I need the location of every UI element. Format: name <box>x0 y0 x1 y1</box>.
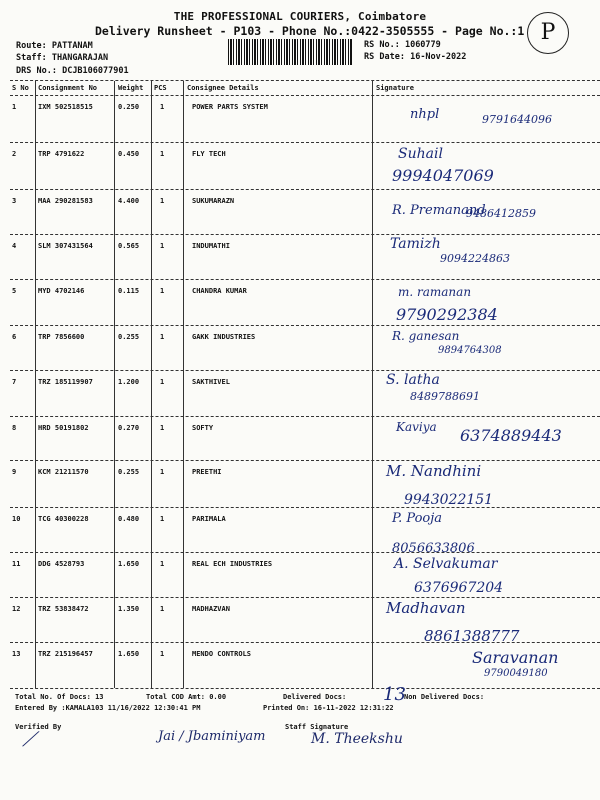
non-delivered-docs: Non Delivered Docs: <box>404 693 485 701</box>
row-consignee: CHANDRA KUMAR <box>192 287 247 295</box>
row-consignee: SUKUMARAZN <box>192 197 235 205</box>
row-pcs: 1 <box>160 287 165 295</box>
row-consignment-no: TRZ 185119907 <box>38 378 93 386</box>
row-weight: 1.650 <box>118 650 140 658</box>
col-consignee: Consignee Details <box>187 84 259 92</box>
runsheet-subtitle: Delivery Runsheet - P103 - Phone No.:0422-3505555 - Page No.:1 <box>95 24 525 38</box>
row-separator <box>10 597 600 598</box>
staff-value: THANGARAJAN <box>51 53 109 63</box>
row-consignment-no: TRP 4791622 <box>38 150 85 158</box>
row-sno: 8 <box>12 424 17 432</box>
row-pcs: 1 <box>160 650 165 658</box>
staff-line <box>16 53 108 63</box>
row-pcs: 1 <box>160 197 165 205</box>
row-separator <box>10 142 600 143</box>
rs-date-label: RS Date: <box>364 52 405 62</box>
drs-label: DRS No.: <box>16 66 57 76</box>
col-weight: Weight <box>118 84 144 92</box>
row-pcs: 1 <box>160 424 165 432</box>
row-signature-phone: 9094224863 <box>440 252 510 265</box>
route-line <box>16 41 93 51</box>
row-sno: 9 <box>12 468 17 476</box>
row-separator <box>10 552 600 553</box>
page-mark-circle: P <box>527 12 569 54</box>
verifier-signature: Jai / Jbaminiyam <box>158 729 266 744</box>
row-signature-phone: 9486412859 <box>466 207 536 220</box>
row-separator <box>10 416 600 417</box>
row-signature-phone: 9894764308 <box>438 345 502 356</box>
row-weight: 0.450 <box>118 150 140 158</box>
row-consignment-no: DDG 4528793 <box>38 560 85 568</box>
row-separator <box>10 507 600 508</box>
row-signature-name: m. ramanan <box>398 285 472 299</box>
row-weight: 0.115 <box>118 287 140 295</box>
entered-by: Entered By :KAMALA103 11/16/2022 12:30:41 PM <box>15 704 201 712</box>
row-consignment-no: TCG 40300228 <box>38 515 89 523</box>
row-consignment-no: TRZ 53838472 <box>38 605 89 613</box>
row-consignment-no: KCM 21211570 <box>38 468 89 476</box>
row-weight: 0.270 <box>118 424 140 432</box>
row-consignment-no: MYD 4702146 <box>38 287 85 295</box>
row-consignment-no: MAA 290281583 <box>38 197 93 205</box>
row-signature-phone: 8861388777 <box>424 627 520 645</box>
row-pcs: 1 <box>160 605 165 613</box>
staff-signature-label: Staff Signature <box>285 723 349 731</box>
row-signature-name: nhpl <box>410 107 440 122</box>
row-sno: 13 <box>12 650 21 658</box>
row-consignment-no: HRD 50191802 <box>38 424 89 432</box>
rs-date-value: 16-Nov-2022 <box>410 52 467 62</box>
row-consignee: SAKTHIVEL <box>192 378 230 386</box>
route-value: PATTANAM <box>51 41 93 51</box>
drs-line <box>16 66 129 76</box>
col-consignment: Consignment No <box>38 84 98 92</box>
row-signature-phone: 9791644096 <box>482 113 552 126</box>
row-separator <box>10 234 600 235</box>
row-weight: 0.255 <box>118 333 140 341</box>
row-signature-name: S. latha <box>386 372 440 388</box>
route-label: Route: <box>16 41 47 51</box>
row-separator <box>10 460 600 461</box>
row-pcs: 1 <box>160 242 165 250</box>
row-consignee: PARIMALA <box>192 515 226 523</box>
row-weight: 0.565 <box>118 242 140 250</box>
company-title: THE PROFESSIONAL COURIERS, Coimbatore <box>173 10 427 23</box>
verifier-checkmark: ⟋ <box>22 727 36 751</box>
row-sno: 6 <box>12 333 17 341</box>
row-signature-phone: 8489788691 <box>410 390 480 403</box>
row-signature-name: Suhail <box>398 146 443 162</box>
row-weight: 1.200 <box>118 378 140 386</box>
row-sno: 3 <box>12 197 17 205</box>
row-signature-name: Saravanan <box>472 648 559 667</box>
row-signature-name: Madhavan <box>386 599 466 617</box>
row-consignee: GAKK INDUSTRIES <box>192 333 256 341</box>
row-consignee: MENDO CONTROLS <box>192 650 252 658</box>
rs-no-label: RS No.: <box>364 40 400 50</box>
rs-no-value: 1060779 <box>404 40 441 50</box>
row-consignee: MADHAZVAN <box>192 605 230 613</box>
row-consignee: INDUMATHI <box>192 242 230 250</box>
col-signature: Signature <box>376 84 414 92</box>
row-signature-name: M. Nandhini <box>386 462 482 480</box>
rs-date-line <box>364 52 466 62</box>
row-signature-phone: 6374889443 <box>460 426 562 445</box>
row-consignee: REAL ECH INDUSTRIES <box>192 560 273 568</box>
row-weight: 1.350 <box>118 605 140 613</box>
row-signature-name: A. Selvakumar <box>394 556 498 572</box>
row-pcs: 1 <box>160 150 165 158</box>
row-separator <box>10 642 600 643</box>
row-signature-name: Kaviya <box>396 420 437 434</box>
row-weight: 4.400 <box>118 197 140 205</box>
printed-on: Printed On: 16-11-2022 12:31:22 <box>263 704 394 712</box>
row-sno: 12 <box>12 605 21 613</box>
verified-by: Verified By <box>15 723 62 731</box>
row-consignee: SOFTY <box>192 424 214 432</box>
row-weight: 1.650 <box>118 560 140 568</box>
row-pcs: 1 <box>160 333 165 341</box>
staff-signature: M. Theekshu <box>311 731 403 747</box>
row-weight: 0.250 <box>118 103 140 111</box>
row-signature-name: R. ganesan <box>392 329 460 343</box>
row-separator <box>10 189 600 190</box>
delivered-docs: Delivered Docs: <box>283 693 347 701</box>
row-weight: 0.255 <box>118 468 140 476</box>
row-signature-name: R. Premanand <box>392 203 486 218</box>
row-weight: 0.480 <box>118 515 140 523</box>
rs-no-line <box>364 40 441 50</box>
row-consignment-no: SLM 307431564 <box>38 242 93 250</box>
drs-value: DCJB106077901 <box>62 66 129 76</box>
row-signature-phone: 9994047069 <box>392 166 494 185</box>
row-consignment-no: TRZ 215196457 <box>38 650 93 658</box>
row-sno: 10 <box>12 515 21 523</box>
row-consignment-no: IXM 502518515 <box>38 103 93 111</box>
row-pcs: 1 <box>160 468 165 476</box>
staff-label: Staff: <box>16 53 47 63</box>
row-pcs: 1 <box>160 103 165 111</box>
total-docs: Total No. Of Docs: 13 <box>15 693 104 701</box>
row-consignment-no: TRP 7856600 <box>38 333 85 341</box>
row-sno: 1 <box>12 103 17 111</box>
row-sno: 2 <box>12 150 17 158</box>
row-signature-phone: 6376967204 <box>414 580 504 596</box>
row-signature-name: P. Pooja <box>392 511 443 526</box>
row-signature-name: Tamizh <box>390 236 441 252</box>
table-top-rule <box>10 80 600 81</box>
row-sno: 5 <box>12 287 17 295</box>
barcode <box>228 39 352 65</box>
row-separator <box>10 279 600 280</box>
row-pcs: 1 <box>160 515 165 523</box>
row-separator <box>10 370 600 371</box>
row-consignee: POWER PARTS SYSTEM <box>192 103 268 111</box>
row-pcs: 1 <box>160 378 165 386</box>
row-consignee: FLY TECH <box>192 150 226 158</box>
row-signature-phone: 9790049180 <box>484 668 548 679</box>
row-signature-phone: 8056633806 <box>392 541 475 556</box>
delivered-count-handwritten: 13 <box>383 684 406 705</box>
row-consignee: PREETHI <box>192 468 222 476</box>
row-signature-phone: 9790292384 <box>396 305 498 324</box>
row-sno: 4 <box>12 242 17 250</box>
total-cod: Total COD Amt: 0.00 <box>146 693 227 701</box>
row-pcs: 1 <box>160 560 165 568</box>
row-sno: 11 <box>12 560 21 568</box>
header-bottom-rule <box>10 95 600 96</box>
col-sno: S No <box>12 84 29 92</box>
row-sno: 7 <box>12 378 17 386</box>
row-separator <box>10 325 600 326</box>
row-signature-phone: 9943022151 <box>404 492 494 508</box>
col-pcs: PCS <box>154 84 167 92</box>
table-bottom-rule <box>10 688 600 689</box>
